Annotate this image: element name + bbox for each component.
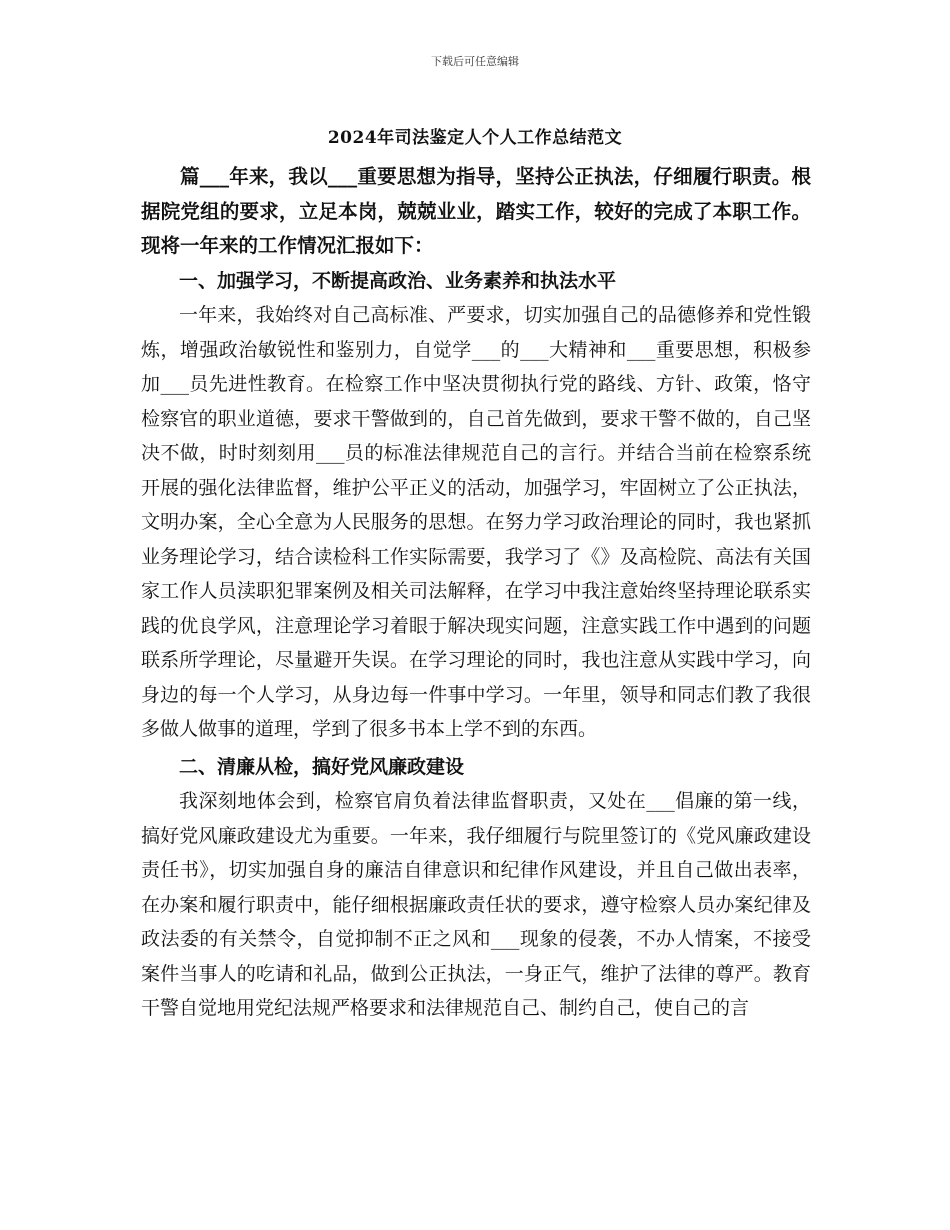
document-body [141, 160, 811, 1026]
document-title: 2024年司法鉴定人个人工作总结范文 [327, 128, 623, 148]
section-heading-1: 一、加强学习，不断提高政治、业务素养和执法水平 [179, 269, 617, 292]
section-body-1: 一年来，我始终对自己高标准、严要求，切实加强自己的品德修养和党性锻炼，增强政治敏锐性和鉴别力，自觉学___的___大精神和___重要思想，积极参加___员先进性教育。在检察工作中坚决贯彻执行党的路线、方针、政策，恪守检察官的职业道德，要求干警做到的，自己首先做到，要求干警不做的，自己坚决不做，时时刻刻用___员的标准法律规范自己的言行。并结合当前在检察系统开展的强化法律监督，维护公平正义的活动，加强学习，牢固树立了公正执法，文明办案，全心全意为人民服务的思想。在努力学习政治理论的同时，我也紧抓业务理论学习，结合读检科工作实际需要，我学习了《》及高检院、高法有关国家工作人员渎职犯罪案例及相关司法解释，在学习中我注意始终坚持理论联系实践的优良学风，注意理论学习着眼于解决现实问题，注意实践工作中遇到的问题联系所学理论，尽量避开失误。在学习理论的同时，我也注意从实践中学习，向身边的每一个人学习，从身边每一件事中学习。一年里，领导和同志们教了我很多做人做事的道理，学到了很多书本上学不到的东西。 [141, 304, 811, 740]
section-body-2: 我深刻地体会到，检察官肩负着法律监督职责，又处在___倡廉的第一线，搞好党风廉政建设尤为重要。一年来，我仔细履行与院里签订的《党风廉政建设责任书》，切实加强自身的廉洁自律意识和纪律作风建设，并且自己做出表率，在办案和履行职责中，能仔细根据廉政责任状的要求，遵守检察人员办案纪律及政法委的有关禁令，自觉抑制不正之风和___现象的侵袭，不办人情案，不接受案件当事人的吃请和礼品，做到公正执法，一身正气，维护了法律的尊严。教育干警自觉地用党纪法规严格要求和法律规范自己、制约自己，使自己的言 [141, 790, 811, 1019]
header-note: 下载后可任意编辑 [431, 55, 519, 68]
section-heading-2: 二、清廉从检，搞好党风廉政建设 [179, 755, 465, 778]
intro-paragraph: 篇___年来，我以___重要思想为指导，坚持公正执法，仔细履行职责。根据院党组的要求，立足本岗，兢兢业业，踏实工作，较好的完成了本职工作。现将一年来的工作情况汇报如下： [141, 165, 811, 257]
